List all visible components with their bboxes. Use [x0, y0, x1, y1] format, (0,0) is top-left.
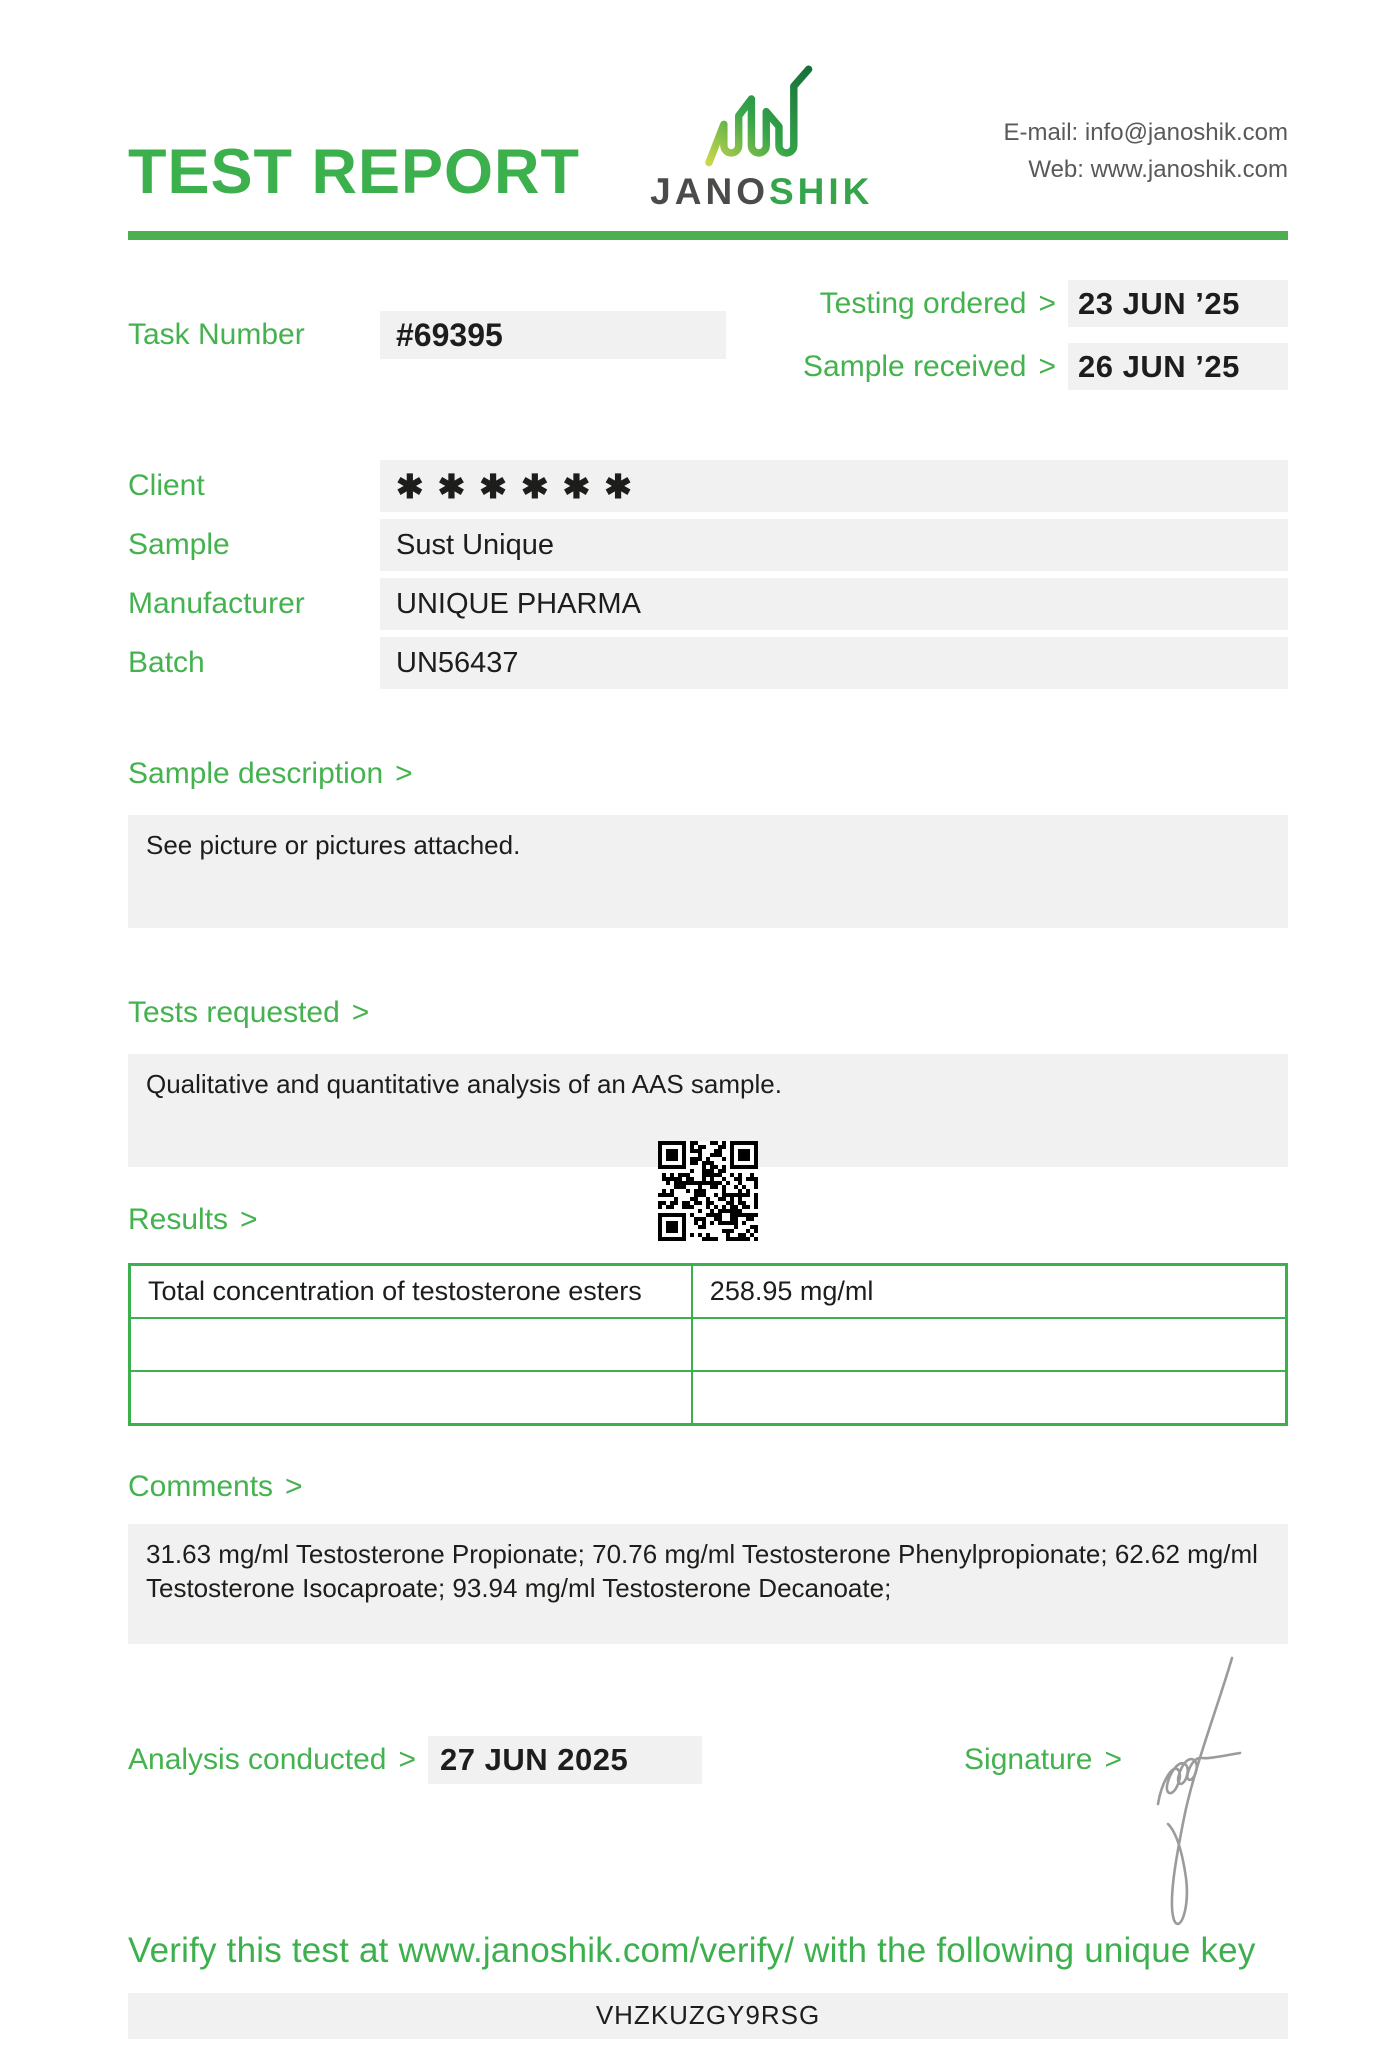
page-title: TEST REPORT	[128, 137, 581, 207]
analysis-conducted-label: Analysis conducted	[128, 1743, 387, 1776]
report-header	[128, 58, 1288, 210]
result-value: 258.95 mg/ml	[692, 1265, 1287, 1319]
client-row	[128, 460, 1288, 512]
logo-wordmark	[650, 173, 873, 210]
header-divider	[128, 231, 1288, 240]
results-table	[128, 1263, 1288, 1426]
result-value	[692, 1318, 1287, 1371]
result-name	[130, 1371, 692, 1425]
analysis-conducted-value: 27 JUN 2025	[428, 1736, 702, 1784]
sample-value: Sust Unique	[380, 519, 1288, 571]
batch-row	[128, 637, 1288, 689]
handwritten-signature	[1144, 1652, 1270, 1934]
logo-word-jano: JANO	[650, 171, 769, 212]
results-title: Results	[128, 1203, 229, 1236]
tests-requested-box: Qualitative and quantitative analysis of an AAS sample.	[128, 1054, 1288, 1167]
results-section	[128, 1203, 1288, 1426]
arrow-icon: >	[351, 996, 370, 1029]
result-value	[692, 1371, 1287, 1425]
signature-label-row	[964, 1743, 1134, 1777]
analysis-signature-row	[128, 1736, 1288, 1784]
sample-row	[128, 519, 1288, 571]
comments-heading	[128, 1470, 1288, 1504]
sample-received-row	[803, 343, 1288, 390]
task-number-value: #69395	[380, 311, 726, 359]
result-name	[130, 1318, 692, 1371]
sample-description-title: Sample description	[128, 757, 384, 790]
task-number-row	[128, 280, 726, 390]
arrow-icon: >	[1104, 1743, 1122, 1776]
arrow-icon: >	[398, 1743, 417, 1776]
manufacturer-value: UNIQUE PHARMA	[380, 578, 1288, 630]
testing-ordered-row	[803, 280, 1288, 327]
task-number-label: Task Number	[128, 318, 305, 351]
verify-key: VHZKUZGY9RSG	[128, 1993, 1288, 2039]
testing-ordered-value: 23 JUN ’25	[1068, 280, 1288, 327]
testing-ordered-label: Testing ordered	[819, 286, 1027, 320]
sample-description-box: See picture or pictures attached.	[128, 815, 1288, 928]
tests-requested-heading	[128, 996, 1288, 1030]
contact-email: E-mail: info@janoshik.com	[1003, 118, 1288, 146]
sample-description-heading	[128, 757, 1288, 791]
verify-instruction: Verify this test at www.janoshik.com/verify/ with the following unique key	[128, 1931, 1256, 1970]
tests-requested-title: Tests requested	[128, 996, 340, 1029]
manufacturer-row	[128, 578, 1288, 630]
comments-box: 31.63 mg/ml Testosterone Propionate; 70.76 mg/ml Testosterone Phenylpropionate; 62.62 mg/ml Testosterone Isocaproate; 93.94 mg/ml Testosterone Decanoate;	[128, 1524, 1288, 1644]
table-row	[130, 1318, 1287, 1371]
growth-chart-icon	[696, 65, 828, 171]
comments-title: Comments	[128, 1470, 274, 1503]
contact-web: Web: www.janoshik.com	[1028, 156, 1288, 183]
result-name: Total concentration of testosterone esters	[130, 1265, 692, 1319]
batch-label: Batch	[128, 646, 205, 679]
table-row	[130, 1265, 1287, 1319]
contact-info	[1004, 114, 1288, 188]
manufacturer-label: Manufacturer	[128, 587, 305, 620]
arrow-icon: >	[285, 1470, 303, 1503]
signature-label: Signature	[964, 1743, 1093, 1776]
arrow-icon: >	[240, 1203, 258, 1236]
sample-received-label: Sample received	[803, 349, 1027, 383]
arrow-icon: >	[1038, 349, 1056, 383]
batch-value: UN56437	[380, 637, 1288, 689]
dates-block	[803, 280, 1288, 390]
sample-label: Sample	[128, 528, 230, 561]
sample-info-block	[128, 460, 1288, 689]
arrow-icon: >	[395, 757, 413, 790]
janoshik-logo	[650, 65, 873, 210]
logo-word-shik: SHIK	[768, 171, 874, 212]
task-and-dates	[128, 280, 1288, 390]
arrow-icon: >	[1038, 286, 1056, 320]
client-label: Client	[128, 469, 205, 502]
sample-received-value: 26 JUN ’25	[1068, 343, 1288, 390]
client-value: ✱✱✱✱✱✱	[380, 460, 1288, 512]
qr-code	[658, 1141, 758, 1241]
table-row	[130, 1371, 1287, 1425]
